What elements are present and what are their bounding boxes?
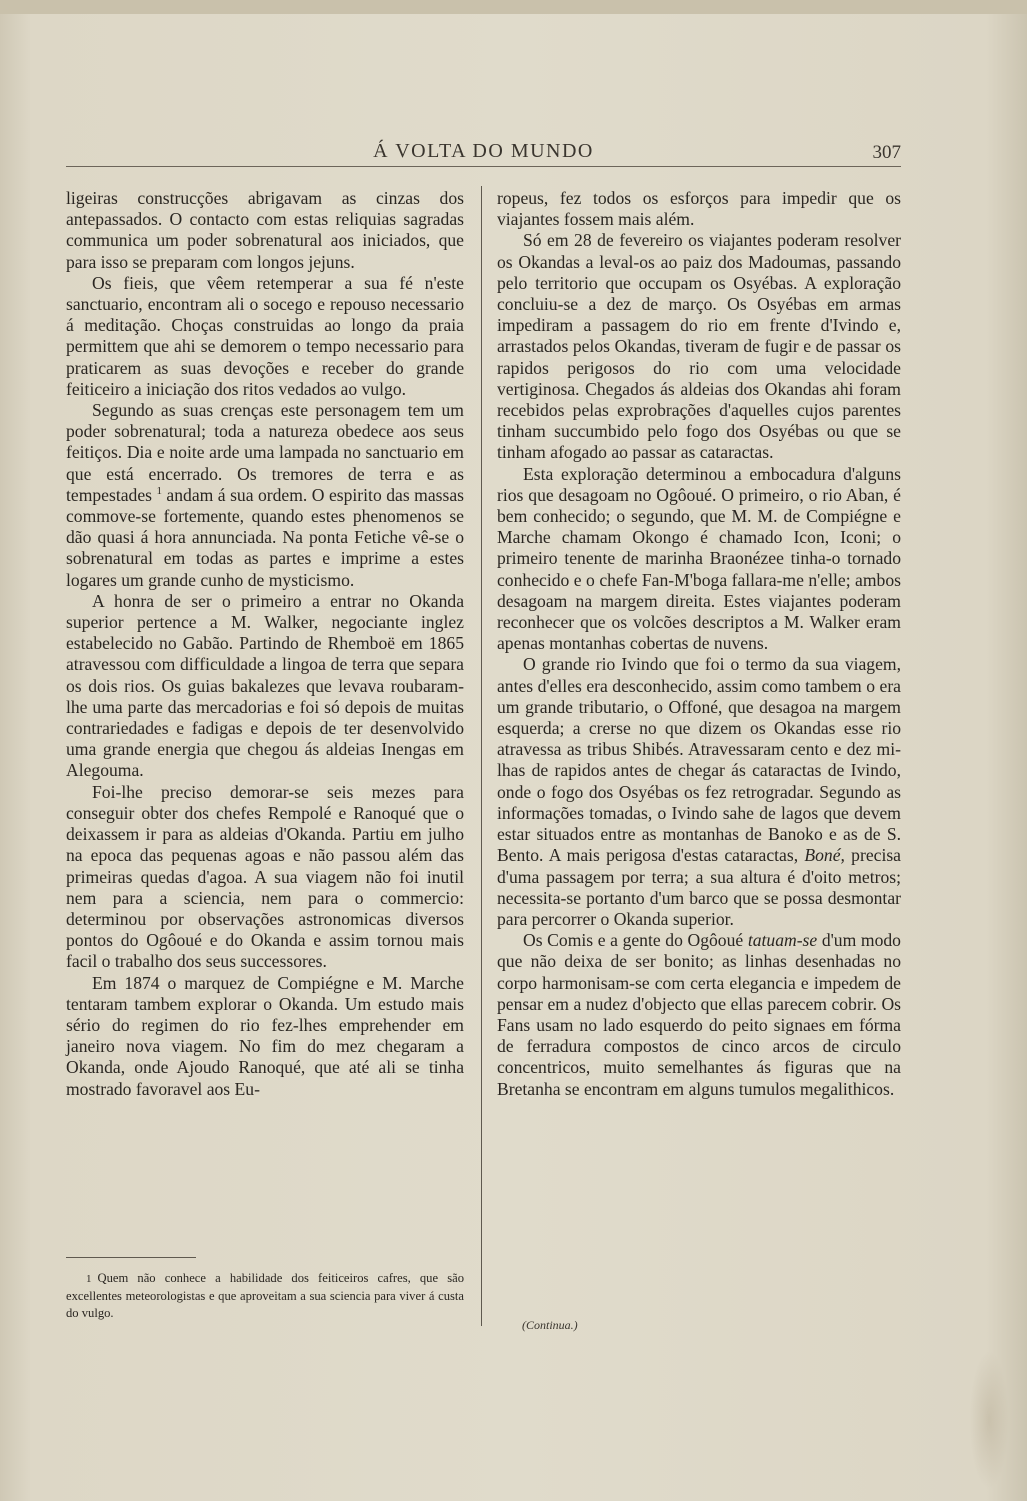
italic-term: Boné, <box>804 845 845 866</box>
left-column <box>66 188 464 1100</box>
paragraph: Foi-lhe preciso demorar-se seis mezes para conseguir obter dos chefes Rempolé e Ranoqué que o deixassem ir para as aldeias d'Okanda. Partiu em julho na epoca das pequenas agoas e não passou além das primeiras quedas d'agoa. A sua viagem não foi inutil nem para a sciencia, nem para o commercio: determinou por observações astronomicas diversos pontos do Ogôoué e do Okanda e assim tornou mais facil o trabalho dos seus successores. <box>66 781 464 972</box>
footnote <box>66 1270 464 1322</box>
paragraph-text: Segundo as suas crenças este personagem tem um poder sobrenatural; toda a natureza obedece aos seus feitiços. Dia e noite arde uma lampada no sanctuario em que está encerrado. Os tremores de terra e as tempestades <box>66 400 464 505</box>
footnote-mark: 1 <box>86 1273 92 1285</box>
paragraph: ropeus, fez todos os esforços para impedir que os viajantes fossem mais além. <box>497 188 901 230</box>
paragraph-text: Os Comis e a gente do Ogôoué <box>523 930 744 951</box>
paragraph: ligeiras construcções abrigavam as cinzas dos antepassados. O contacto com estas reliquias sagradas communica um poder sobrenatural aos iniciados, que para isso se preparam com longos jejuns. <box>66 188 464 272</box>
paragraph-text: andam á sua ordem. O espirito das massas commove-se fortemente, quando estes phenomenos se dão quasi á hora annunciada. Na ponta Fetiche vê-se o sobrenatural em todas as partes e imprime a estes logares um grande cunho de mysticismo. <box>66 484 464 590</box>
footnote-paragraph <box>66 1270 464 1322</box>
continued-note: (Continua.) <box>522 1318 578 1332</box>
paragraph: Só em 28 de fevereiro os viajantes poderam resolver os Okandas a leval-os ao paiz dos Madoumas, passando pelo territorio que occupam os Osyébas. A exploração concluiu-se a dez de março. Os Osyébas em armas impediram a passagem do rio em frente d'Ivindo e, arrastados pelos Okandas, tiveram de fugir e de passar os rapidos perigosos do rio com uma velocidade vertiginosa. Chegados ás aldeias dos Okandas ahi foram recebidos pelas exprobrações d'aquelles cujos parentes tinham succumbido pelo fogo dos Osyébas ou que se tinham afogado ao passar as cataractas. <box>497 230 901 463</box>
paragraph-text: precisa d'uma passagem por terra; a sua altura é d'oito metros; necessita-se portanto d'um barco que se possa desmontar para percorrer o Okanda superior. <box>497 845 901 929</box>
footnote-rule <box>66 1257 196 1258</box>
paragraph-text: O grande rio Ivindo que foi o termo da sua viagem, antes d'elles era desconhecido, assim como tambem o era um grande tributario, o Offoné, que desagoa na margem esquerda; a crerse no que dizem os Okandas esse rio atravessa as tribus Shibés. Atravessaram cento e dez milhas de rapidos antes de chegar ás cataractas de Ivindo, onde o fogo dos Osyébas os fez retrogradar. Segundo as informações tomadas, o Ivindo sahe de lagos que devem estar situados entre as montanhas de Banoko e as de S. Bento. A mais perigosa d'estas cataractas, <box>497 654 901 866</box>
running-title: Á VOLTA DO MUNDO <box>373 140 594 162</box>
paragraph <box>497 930 901 1100</box>
paragraph: Em 1874 o marquez de Compiégne e M. Marche tentaram tambem explorar o Okanda. Um estudo mais sério do regimen do rio fez-lhes emprehender em janeiro nova viagem. No fim do mez chegaram a Okanda, onde Ajoudo Ranoqué, que até ali se tinha mostrado favoravel aos Eu- <box>66 972 464 1099</box>
paragraph <box>66 400 464 591</box>
right-column <box>497 188 901 1100</box>
paragraph: A honra de ser o primeiro a entrar no Okanda superior pertence a M. Walker, negociante inglez estabelecido no Gabão. Partindo de Rhemboë em 1865 atravessou com difficuldade a lingoa de terra que separa os dois rios. Os guias bakalezes que levava roubaram-lhe uma parte das mercadorias e foi só depois de muitas contrariedades e fadigas e depois de ter desenvolvido uma grande energia que chegou ás aldeias Inengas em Alegouma. <box>66 590 464 781</box>
paragraph <box>497 654 901 930</box>
paragraph: Esta exploração determinou a embocadura d'alguns rios que desagoam no Ogôoué. O primeiro, o rio Aban, é bem conhecido; o segundo, que M. M. de Compiégne e Marche chamam Okongo é chamado Icon, Iconi; o primeiro tenente de marinha Braonézee tinha-o tornado conhecido e o chefe Fan-M'boga fallara-me n'elle; ambos desagoam na margem direita. Estes viajantes poderam reconhecer que os volcões descriptos a M. Walker eram apenas montanhas cobertas de nuvens. <box>497 463 901 654</box>
footnote-text: Quem não conhece a habilidade dos feiticeiros cafres, que são excellentes meteorologistas e que aproveitam a sua sciencia para viver á custa do vulgo. <box>66 1271 464 1320</box>
column-divider <box>481 186 482 1326</box>
paragraph-text: d'um modo que não deixa de ser bonito; as linhas desenhadas no corpo harmonisam-se com certa elegancia e impedem de pensar em a nudez d'objecto que ellas parecem cobrir. Os Fans usam no lado esquerdo do peito signaes em fórma de ferradura compostos de cinco arcos de circulo concentricos, muito semelhantes ás figuras que na Bretanha se encontram em alguns tumulos megalithicos. <box>497 930 901 1099</box>
page-top-edge <box>0 0 1027 14</box>
footnote-reference: 1 <box>156 484 162 497</box>
paper-stain <box>969 1350 1009 1490</box>
page-number: 307 <box>872 142 901 163</box>
page-header <box>66 140 901 167</box>
italic-term: tatuam-se <box>747 930 818 951</box>
paragraph: Os fieis, que vêem retemperar a sua fé n'este sanctuario, encontram ali o socego e repouso necessario á meditação. Choças construidas ao longo da praia permittem que ahi se demorem o tempo necessario para praticarem as suas devoções e receber do grande feiticeiro a iniciação dos ritos vedados ao vulgo. <box>66 272 464 399</box>
